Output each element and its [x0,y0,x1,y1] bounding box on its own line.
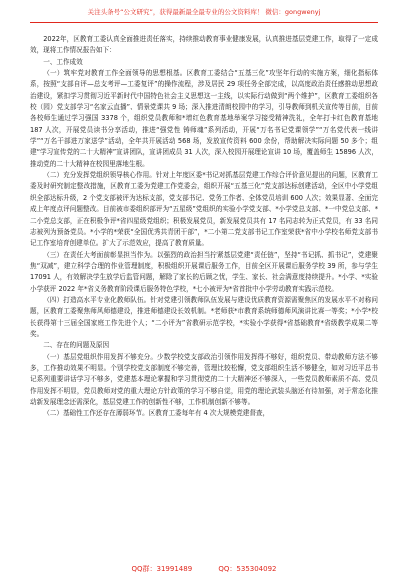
paragraph-responsibility: （三）在责任大考面前彰显担当作为。以强烈的政治担当拧紧基层党建“责任链”，坚持“书记抓、抓书记”，党建聚焦“双减”，建立科学合理的作业管理制度，积极组织开展课后服务工作，目前全区开展课后服务学校 39 所，参与学生 17091 人，有效解决学生放学后监管问题，解除了家长的后顾之忧，学生、家长、社会满意度持续提升。*小学、*实验小学获评 2022 年*省义务教育阶段课后服务特色学校，*七小被评为*省首批中小学劳动教育实践示范校。 [30,250,378,293]
paragraph-ideology: （一）筑牢党对教育工作全面领导的思想根基。区教育工委结合“五基三化”攻坚年行动的实施方案，细化指标体系，按照“支部自评—总支考评—工委复评”的操作流程，涉及居民 29 项任务全部完成，以高度政治责任感推动思想政治建设，紧扣学习贯彻习近平新时代中国特色社会主义思想这一主线，以实际行动做到“两个维护”，区教育工委组织各校（园）党支部学习“名家云直播”、情景党课共 9 场；深入推进清朗校园中的学习，引导教师到机关宣传等目前，目前各校师生通过学习强国 3378 个，组织党员教师和*增红色教育基地举案学习接受精神洗礼，全年打卡红色教育基地 187 人次，开展党员读书分享活动，推进“强党性 铸师魂”系列活动，开展“万名书记党课领学”“万名党代表一线讲学”“万名干部进万家送学”活动，全年共开展活动 568 场，发放宣传资料 600 余份，帮助解决实际问题 50 多个；组建“学习宣传党的二十大精神”宣讲团队，宣讲团成员 31 人次，深入校园开展理论宣讲 10 场，覆盖师生 15896 人次，推动党的二十大精神在校园里落地生根。 [30,69,378,168]
qq-text: QQ：535304092 [218,565,277,573]
contact-footer [0,562,408,576]
section-heading-problems: 二、存在的问题及原因 [43,341,110,350]
document-body [30,34,378,420]
paragraph-teachers: （四）打造高水平专业化教师队伍。针对党建引领教师队伍发展与建设优质教育资源需聚焦区的发展水平不对称问题，区教育工委聚焦师风师德建设，推进师德建设长效机制。*老师获*市教育系统师德师风演讲比赛一等奖；*小学*校长获得第十三届全国家庭工作先进个人；“二小评为”省教研示范学校，*实验小学获得*省基础教育*省级教学成果二等奖。 [30,295,378,338]
promo-banner: 关注头条号“公文研究”，获得最新最全最专业的公文资料库！ 微信：gongwenyj [87,8,321,16]
qq-group-text: QQ群：31991489 [131,565,193,573]
header-divider [30,22,378,23]
paragraph-problem-2: （二）基础性工作还存在薄弱环节。区教育工委每年有 4 次大规模党建督查， [43,409,270,418]
paragraph-leadership: （二）充分发挥党组织领导核心作用。针对上年度区委*书记对抓基层党建工作综合评价意见提出的问题，区教育工委及时研究制定整改措施，区教育工委为党建工作党委会，组织开展“五基三化”党支部达标创建活动，全区中小学党组织全部达标升级，2 个党支部被评为达标支部，党支部书记、党务工作者、全体党员培训 600 人次；效果显著、全面完成上年度点评问题整改。目前被市委组织部评为“五星级”党组织的实验小学党支部、*小学党总支部、*一中党总支部、*二小党总支部，正在积极争评*省四星级党组织；积极发展党员，新发展党员共有 17 名同志转为正式党员，有 33 名同志被列为预备党员。*小学的*荣获“全国优秀共青团干部”，*二小第二党支部书记工作室荣获*省中小学校名师党支部书记工作室培育创建单位。扩大了示范效应，提高了教育质量。 [30,171,378,248]
paragraph-problem-1: （一）基层党组织作用发挥不够充分。少数学校党支部政治引领作用发挥得不够好，组织党员、带动教师方法不够多，工作推动效果不明显。个别学校党支部制度不够完善，管理比较松懈，党支部组织生活不够健全，如对习近平总书记系列重要讲话学习不够多，党建基本理论掌握和学习贯彻党的二十大精神还不够深入，一些党员教师素质不高、党员作用发挥不明显，党员教师对党的重大理论方针政策的学习不够自觉，用党的理论武装头脑还有待加强，对于常态化推动新发展理念还需深化，基层党建工作的创新性不够，工作机制创新不够等。 [30,352,378,406]
section-heading-achievements: 一、工作成效 [43,57,83,66]
intro-paragraph: 2022年，区教育工委认真全面推进责任落实，持续推动教育事业健康发展，认真推进基层党建工作，取得了一定成效，现将工作情况报告如下： [30,35,378,55]
